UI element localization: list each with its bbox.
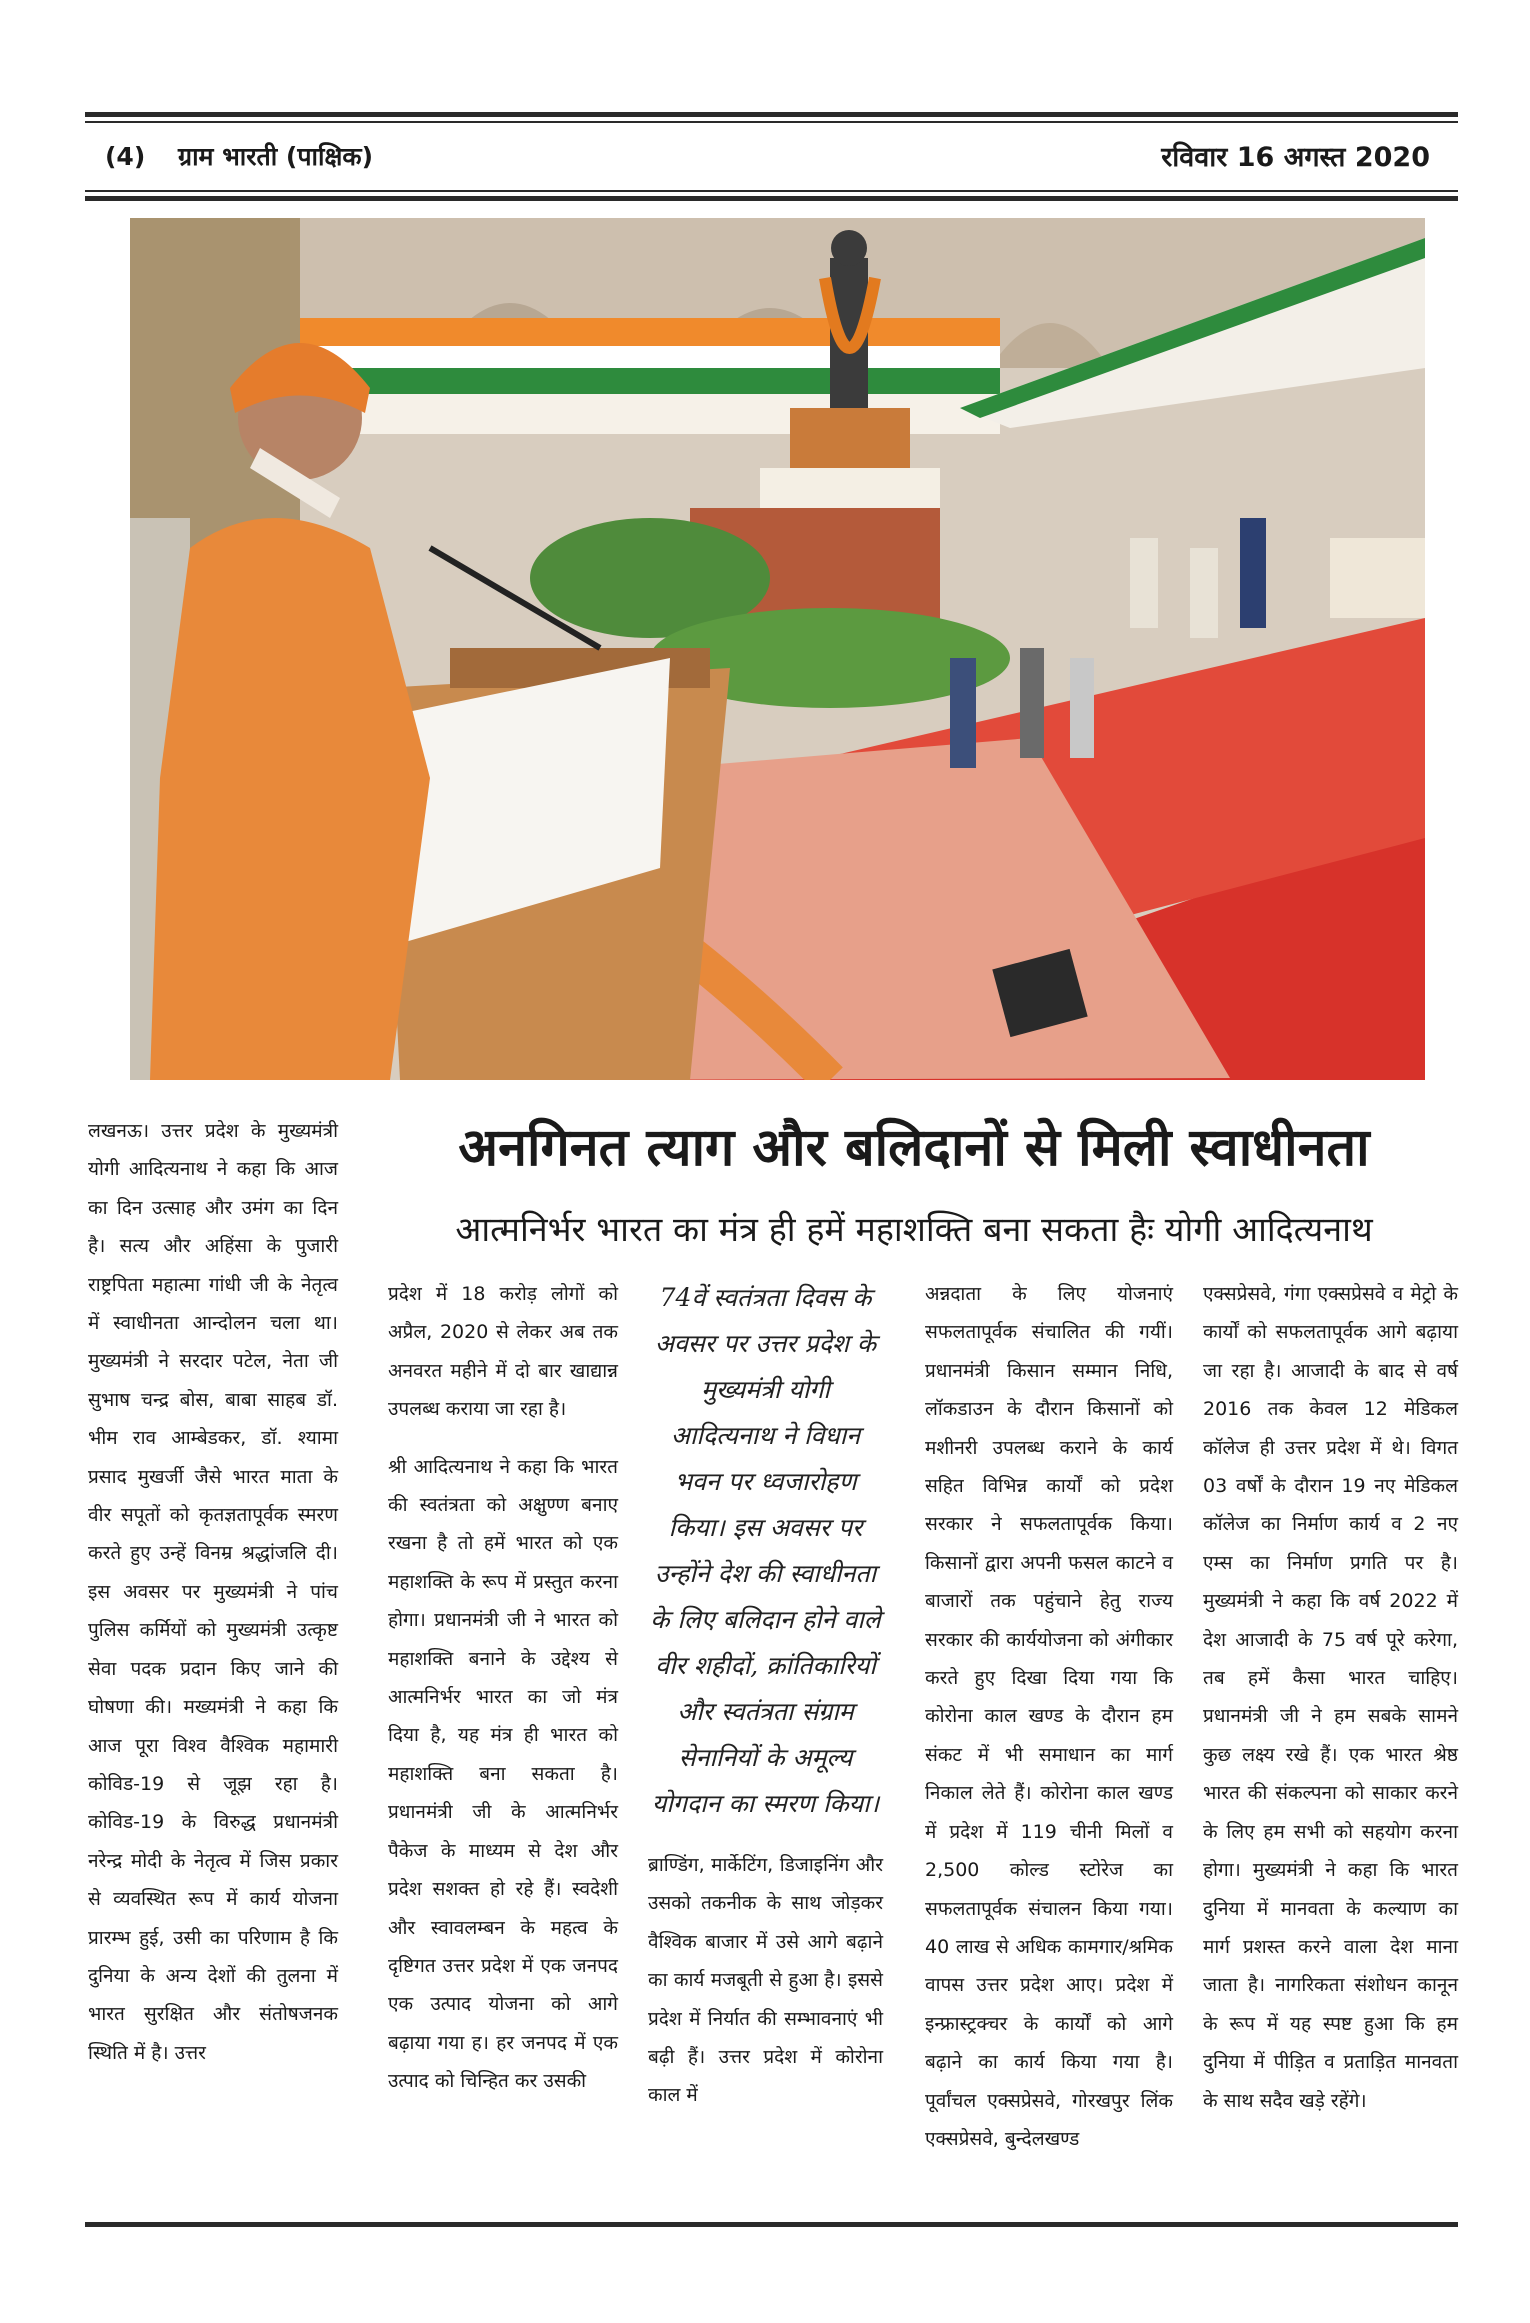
event-photo [130, 218, 1425, 1080]
article-column-1 [88, 1112, 338, 2091]
column-1-text: लखनऊ। उत्तर प्रदेश के मुख्यमंत्री योगी आदित्यनाथ ने कहा कि आज का दिन उत्साह और उमंग का दिन है। सत्य और अहिंसा के पुजारी राष्ट्रपिता महात्मा गांधी जी के नेतृत्व में स्वाधीनता आन्दोलन चला था। मुख्यमंत्री ने सरदार पटेल, नेता जी सुभाष चन्द्र बोस, बाबा साहब डॉ. भीम राव आम्बेडकर, डॉ. श्यामा प्रसाद मुखर्जी जैसे भारत माता के वीर सपूतों को कृतज्ञतापूर्वक स्मरण करते हुए उन्हें विनम्र श्रद्धांजलि दी। इस अवसर पर मुख्यमंत्री ने पांच पुलिस कर्मियों को मुख्यमंत्री उत्कृष्ट सेवा पदक प्रदान किए जाने की घोषणा की। मख्यमंत्री ने कहा कि आज पूरा विश्व वैश्विक महामारी कोविड-19 से जूझ रहा है। कोविड-19 के विरुद्ध प्रधानमंत्री नरेन्द्र मोदी के नेतृत्व में जिस प्रकार से व्यवस्थित रूप में कार्य योजना प्रारम्भ हुई, उसी का परिणाम है कि दुनिया के अन्य देशों की तुलना में भारत सुरक्षित और संतोषजनक स्थिति में है। उत्तर [88, 1120, 338, 2064]
column-3-text: ब्राण्डिंग, मार्केटिंग, डिजाइनिंग और उसको तकनीक के साथ जोड़कर वैश्विक बाजार में उसे आगे बढ़ाने का कार्य मजबूती से हुआ है। इससे प्रदेश में निर्यात की सम्भावनाएं भी बढ़ी हैं। उत्तर प्रदेश में कोरोना काल में [648, 1854, 883, 2107]
page-header [85, 133, 1458, 183]
article-column-2 [388, 1275, 618, 2120]
flag-hoisting-photo [130, 218, 1425, 1080]
header-left [105, 139, 373, 173]
column-5-text: एक्सप्रेसवे, गंगा एक्सप्रेसवे व मेट्रो के कार्यों को सफलतापूर्वक आगे बढ़ाया जा रहा है। आजादी के बाद से वर्ष 2016 तक केवल 12 मेडिकल कॉलेज ही उत्तर प्रदेश में थे। विगत 03 वर्षों के दौरान 19 नए मेडिकल कॉलेज का निर्माण कार्य व 2 नए एम्स का निर्माण प्रगति पर है। मुख्यमंत्री ने कहा कि वर्ष 2022 में देश आजादी के 75 वर्ष पूरे करेगा, तब हमें कैसा भारत चाहिए। प्रधानमंत्री जी ने हम सबके सामने कुछ लक्ष्य रखे हैं। एक भारत श्रेष्ठ भारत की संकल्पना को साकार करने के लिए हम सभी को सहयोग करना होगा। मुख्यमंत्री ने कहा कि भारत दुनिया में मानवता के कल्याण का मार्ग प्रशस्त करने वाला देश माना जाता है। नागरिकता संशोधन कानून के रूप में यह स्पष्ट हुआ कि हम दुनिया में पीड़ित व प्रताड़ित मानवता के साथ सदैव खड़े रहेंगे। [1203, 1283, 1458, 2112]
column-2-paragraph-1: प्रदेश में 18 करोड़ लोगों को अप्रैल, 2020 से लेकर अब तक अनवरत महीने में दो बार खाद्यान्न उपलब्ध कराया जा रहा है। [388, 1283, 618, 1421]
page-number: (4) [105, 142, 146, 171]
top-rule-thin [85, 121, 1458, 123]
headline: अनगिनत त्याग और बलिदानों से मिली स्वाधीनता [458, 1118, 1370, 1178]
issue-date: रविवार 16 अगस्त 2020 [1161, 142, 1430, 173]
article-column-4 [925, 1275, 1173, 2177]
header-rule-thick [85, 196, 1458, 201]
subheadline: आत्मनिर्भर भारत का मंत्र ही हमें महाशक्ति बना सकता हैः योगी आदित्यनाथ [455, 1210, 1373, 1250]
bottom-rule [85, 2222, 1458, 2227]
paper-name: ग्राम भारती (पाक्षिक) [177, 142, 374, 171]
header-rule-thin [85, 190, 1458, 192]
pull-quote: 74वें स्वतंत्रता दिवस के अवसर पर उत्तर प्रदेश के मुख्यमंत्री योगी आदित्यनाथ ने विधान भवन पर ध्वजारोहण किया। इस अवसर पर उन्होंने देश की स्वाधीनता के लिए बलिदान होने वाले वीर शहीदों, क्रांतिकारियों और स्वतंत्रता संग्राम सेनानियों के अमूल्य योगदान का स्मरण किया। [650, 1283, 881, 1818]
column-4-text: अन्नदाता के लिए योजनाएं सफलतापूर्वक संचालित की गयीं। प्रधानमंत्री किसान सम्मान निधि, लॉकडाउन के दौरान किसानों को मशीनरी उपलब्ध कराने के कार्य सहित विभिन्न कार्यों को प्रदेश सरकार ने सफलतापूर्वक किया। किसानों द्वारा अपनी फसल काटने व बाजारों तक पहुंचाने हेतु राज्य सरकार की कार्ययोजना को अंगीकार करते हुए दिखा दिया गया कि कोरोना काल खण्ड के दौरान हम संकट में भी समाधान का मार्ग निकाल लेते हैं। कोरोना काल खण्ड में प्रदेश में 119 चीनी मिलों व 2,500 कोल्ड स्टोरेज का सफलतापूर्वक संचालन किया गया। 40 लाख से अधिक कामगार/श्रमिक वापस उत्तर प्रदेश आए। प्रदेश में इन्फ्रास्ट्रक्चर के कार्यों को आगे बढ़ाने का कार्य किया गया है। पूर्वांचल एक्सप्रेसवे, गोरखपुर लिंक एक्सप्रेसवे, बुन्देलखण्ड [925, 1283, 1173, 2150]
top-rule-thick [85, 112, 1458, 117]
column-2-paragraph-2: श्री आदित्यनाथ ने कहा कि भारत की स्वतंत्रता को अक्षुण्ण बनाए रखना है तो हमें भारत को एक महाशक्ति के रूप में प्रस्तुत करना होगा। प्रधानमंत्री जी ने भारत को महाशक्ति बनाने के उद्देश्य से आत्मनिर्भर भारत का जो मंत्र दिया है, यह मंत्र ही भारत को महाशक्ति बना सकता है। प्रधानमंत्री जी के आत्मनिर्भर पैकेज के माध्यम से देश और प्रदेश सशक्त हो रहे हैं। स्वदेशी और स्वावलम्बन के महत्व के दृष्टिगत उत्तर प्रदेश में एक जनपद एक उत्पाद योजना को आगे बढ़ाया गया ह। हर जनपद में एक उत्पाद को चिन्हित कर उसकी [388, 1455, 618, 2093]
article-column-5 [1203, 1275, 1458, 2139]
article-column-3 [648, 1275, 883, 2134]
